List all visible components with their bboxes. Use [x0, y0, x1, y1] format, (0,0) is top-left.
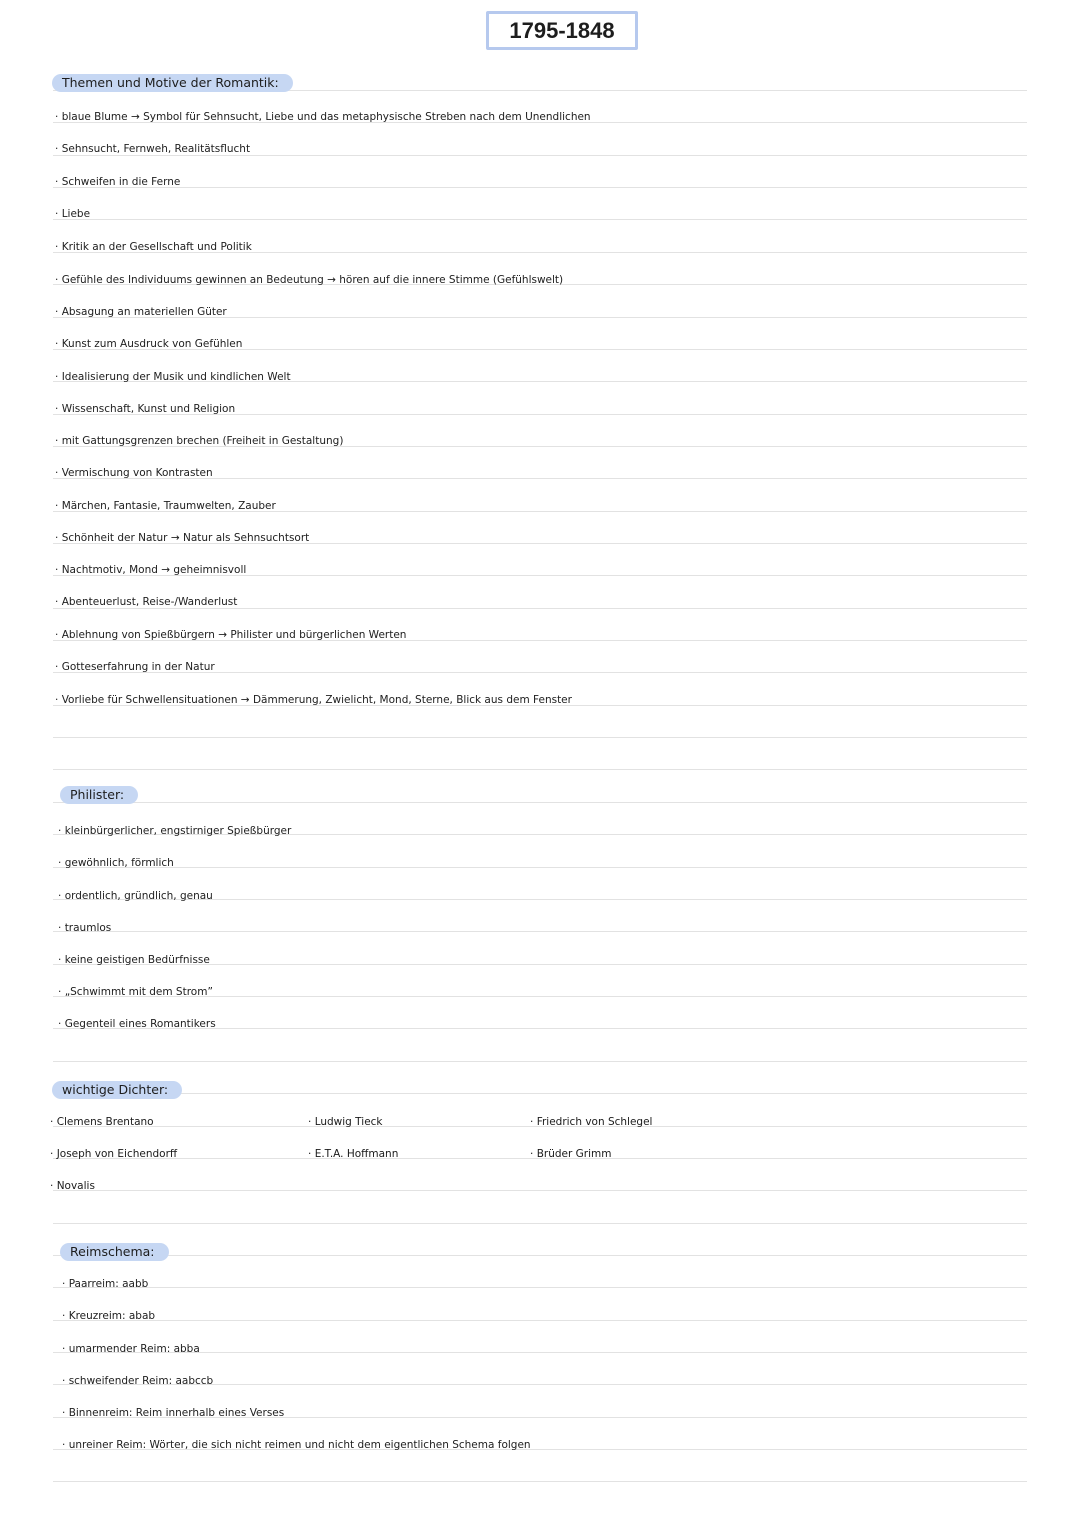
list-item: · Märchen, Fantasie, Traumwelten, Zauber	[55, 496, 276, 516]
list-item: · Kritik an der Gesellschaft und Politik	[55, 237, 252, 257]
list-item: · Kreuzreim: abab	[62, 1306, 155, 1326]
list-item: · schweifender Reim: aabccb	[62, 1371, 213, 1391]
list-item: · Ablehnung von Spießbürgern → Philister und bürgerlichen Werten	[55, 625, 406, 645]
poet-name: · Friedrich von Schlegel	[530, 1112, 652, 1132]
list-item: · Abenteuerlust, Reise-/Wanderlust	[55, 592, 237, 612]
poet-name: · Clemens Brentano	[50, 1112, 154, 1132]
poet-name: · Ludwig Tieck	[308, 1112, 383, 1132]
list-item: · ordentlich, gründlich, genau	[58, 886, 213, 906]
list-item: · Vorliebe für Schwellensituationen → Dämmerung, Zwielicht, Mond, Sterne, Blick aus dem Fenster	[55, 690, 572, 710]
list-item: · Schweifen in die Ferne	[55, 172, 180, 192]
poet-name: · Brüder Grimm	[530, 1144, 611, 1164]
list-item: · Binnenreim: Reim innerhalb eines Verses	[62, 1403, 284, 1423]
list-item: · Wissenschaft, Kunst und Religion	[55, 399, 235, 419]
list-item: · Schönheit der Natur → Natur als Sehnsuchtsort	[55, 528, 309, 548]
list-item: · Idealisierung der Musik und kindlichen Welt	[55, 367, 291, 387]
list-item: · Kunst zum Ausdruck von Gefühlen	[55, 334, 242, 354]
list-item: · Gegenteil eines Romantikers	[58, 1014, 216, 1034]
section-heading-dichter: wichtige Dichter:	[52, 1081, 182, 1099]
list-item: · gewöhnlich, förmlich	[58, 853, 174, 873]
list-item: · mit Gattungsgrenzen brechen (Freiheit in Gestaltung)	[55, 431, 343, 451]
list-item: · Paarreim: aabb	[62, 1274, 148, 1294]
section-heading-themen: Themen und Motive der Romantik:	[52, 74, 293, 92]
list-item: · keine geistigen Bedürfnisse	[58, 950, 210, 970]
list-item: · Sehnsucht, Fernweh, Realitätsflucht	[55, 139, 250, 159]
poet-name: · E.T.A. Hoffmann	[308, 1144, 398, 1164]
list-item: · „Schwimmt mit dem Strom”	[58, 982, 213, 1002]
poet-name: · Joseph von Eichendorff	[50, 1144, 177, 1164]
poet-name: · Novalis	[50, 1176, 95, 1196]
page-title: 1795-1848	[486, 11, 638, 50]
section-heading-reimschema: Reimschema:	[60, 1243, 169, 1261]
list-item: · Nachtmotiv, Mond → geheimnisvoll	[55, 560, 246, 580]
list-item: · unreiner Reim: Wörter, die sich nicht reimen und nicht dem eigentlichen Schema folgen	[62, 1435, 531, 1455]
list-item: · traumlos	[58, 918, 111, 938]
list-item: · umarmender Reim: abba	[62, 1339, 200, 1359]
list-item: · Vermischung von Kontrasten	[55, 463, 213, 483]
list-item: · Liebe	[55, 204, 90, 224]
list-item: · Absagung an materiellen Güter	[55, 302, 227, 322]
list-item: · Gefühle des Individuums gewinnen an Bedeutung → hören auf die innere Stimme (Gefühlswelt)	[55, 270, 563, 290]
list-item: · blaue Blume → Symbol für Sehnsucht, Liebe und das metaphysische Streben nach dem Unendlichen	[55, 107, 591, 127]
list-item: · Gotteserfahrung in der Natur	[55, 657, 215, 677]
list-item: · kleinbürgerlicher, engstirniger Spießbürger	[58, 821, 291, 841]
section-heading-philister: Philister:	[60, 786, 138, 804]
